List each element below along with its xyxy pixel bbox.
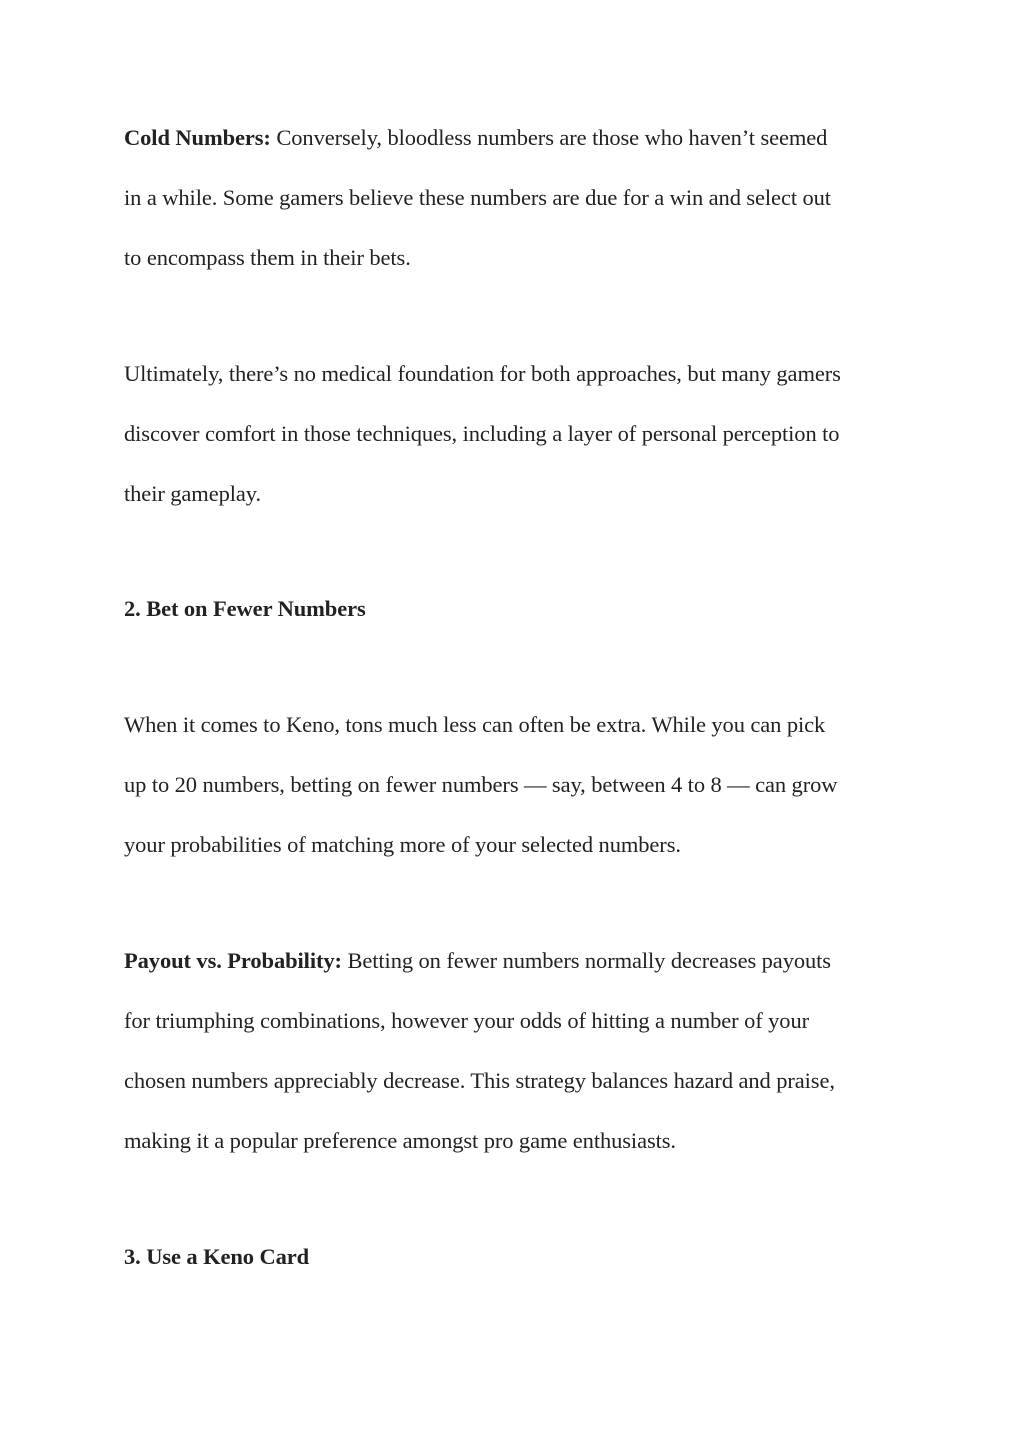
- section-heading-2: 2. Bet on Fewer Numbers: [124, 596, 366, 621]
- payout-label: Payout vs. Probability:: [124, 948, 342, 973]
- payout-text: Betting on fewer numbers normally decreases payouts: [341, 948, 831, 973]
- cold-numbers-line-3: to encompass them in their bets.: [124, 245, 411, 270]
- payout-line-3: chosen numbers appreciably decrease. This strategy balances hazard and praise,: [124, 1068, 835, 1093]
- payout-line-1: [124, 948, 831, 974]
- keno-line-2: up to 20 numbers, betting on fewer numbers — say, between 4 to 8 — can grow: [124, 772, 838, 797]
- cold-numbers-line-1: [124, 125, 827, 151]
- ultimately-line-2: discover comfort in those techniques, including a layer of personal perception to: [124, 421, 840, 446]
- cold-numbers-text: Conversely, bloodless numbers are those who haven’t seemed: [270, 125, 828, 150]
- payout-line-2: for triumphing combinations, however your odds of hitting a number of your: [124, 1008, 809, 1033]
- ultimately-line-1: Ultimately, there’s no medical foundation for both approaches, but many gamers: [124, 361, 841, 386]
- payout-line-4: making it a popular preference amongst pro game enthusiasts.: [124, 1128, 676, 1153]
- keno-line-1: When it comes to Keno, tons much less can often be extra. While you can pick: [124, 712, 826, 737]
- section-heading-3: 3. Use a Keno Card: [124, 1244, 310, 1269]
- cold-numbers-line-2: in a while. Some gamers believe these numbers are due for a win and select out: [124, 185, 831, 210]
- ultimately-line-3: their gameplay.: [124, 481, 261, 506]
- cold-numbers-label: Cold Numbers:: [124, 125, 271, 150]
- keno-line-3: your probabilities of matching more of your selected numbers.: [124, 832, 681, 857]
